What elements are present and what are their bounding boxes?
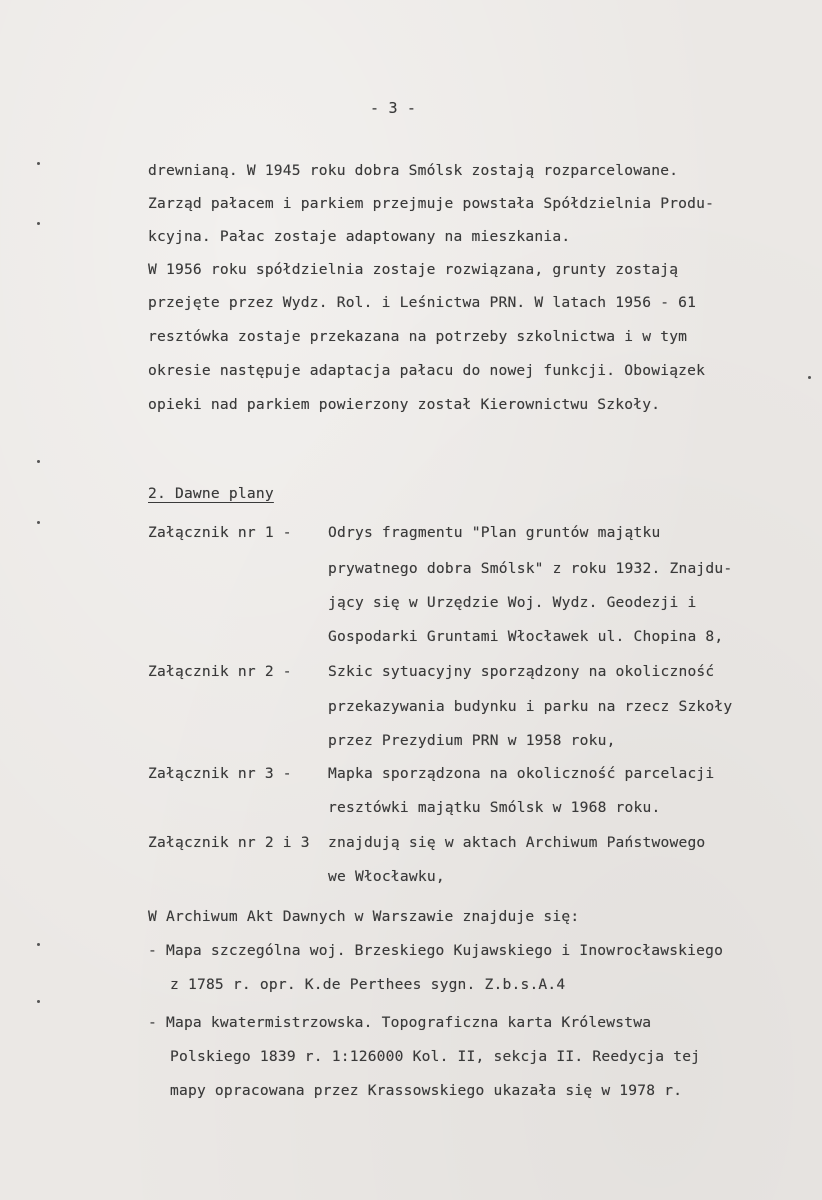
attachment-line: prywatnego dobra Smólsk" z roku 1932. Znajdu-: [328, 560, 733, 577]
archive-item-line: Polskiego 1839 r. 1:126000 Kol. II, sekcja II. Reedycja tej: [170, 1048, 701, 1065]
page-number: - 3 -: [370, 99, 417, 117]
paragraph-line: W 1956 roku spółdzielnia zostaje rozwiązana, grunty zostają: [148, 261, 679, 278]
margin-speck: [37, 943, 40, 946]
attachment-line: Szkic sytuacyjny sporządzony na okoliczność: [328, 663, 715, 680]
paragraph-line: drewnianą. W 1945 roku dobra Smólsk zostają rozparcelowane.: [148, 162, 679, 179]
margin-speck: [37, 521, 40, 524]
margin-speck: [37, 162, 40, 165]
attachment-line: Gospodarki Gruntami Włocławek ul. Chopina 8,: [328, 628, 724, 645]
paragraph-line: okresie następuje adaptacja pałacu do nowej funkcji. Obowiązek: [148, 362, 706, 379]
attachment-label: Załącznik nr 2 -: [148, 663, 292, 680]
attachment-label: Załącznik nr 1 -: [148, 524, 292, 541]
section-heading: 2. Dawne plany: [148, 485, 274, 502]
paragraph-line: przejęte przez Wydz. Rol. i Leśnictwa PRN. W latach 1956 - 61: [148, 294, 697, 311]
attachment-line: resztówki majątku Smólsk w 1968 roku.: [328, 799, 661, 816]
attachment-line: przez Prezydium PRN w 1958 roku,: [328, 732, 616, 749]
attachment-note-line: we Włocławku,: [328, 868, 445, 885]
attachment-note-label: Załącznik nr 2 i 3: [148, 834, 310, 851]
paragraph-line: Zarząd pałacem i parkiem przejmuje powstała Spółdzielnia Produ-: [148, 195, 715, 212]
archive-item-line: - Mapa kwatermistrzowska. Topograficzna karta Królewstwa: [148, 1014, 652, 1031]
margin-speck: [808, 376, 811, 379]
archive-item-line: z 1785 r. opr. K.de Perthees sygn. Z.b.s.A.4: [170, 976, 566, 993]
attachment-label: Załącznik nr 3 -: [148, 765, 292, 782]
archive-item-line: mapy opracowana przez Krassowskiego ukazała się w 1978 r.: [170, 1082, 683, 1099]
attachment-line: Mapka sporządzona na okoliczność parcelacji: [328, 765, 715, 782]
archive-item-line: - Mapa szczególna woj. Brzeskiego Kujawskiego i Inowrocławskiego: [148, 942, 724, 959]
paragraph-line: resztówka zostaje przekazana na potrzeby szkolnictwa i w tym: [148, 328, 688, 345]
margin-speck: [37, 1000, 40, 1003]
attachment-line: przekazywania budynku i parku na rzecz Szkoły: [328, 698, 733, 715]
paragraph-line: opieki nad parkiem powierzony został Kierownictwu Szkoły.: [148, 396, 661, 413]
attachment-note-line: znajdują się w aktach Archiwum Państwowego: [328, 834, 706, 851]
paragraph-line: kcyjna. Pałac zostaje adaptowany na mieszkania.: [148, 228, 571, 245]
attachment-line: jący się w Urzędzie Woj. Wydz. Geodezji i: [328, 594, 697, 611]
attachment-line: Odrys fragmentu "Plan gruntów majątku: [328, 524, 661, 541]
margin-speck: [37, 460, 40, 463]
margin-speck: [37, 222, 40, 225]
archive-intro: W Archiwum Akt Dawnych w Warszawie znajduje się:: [148, 908, 580, 925]
